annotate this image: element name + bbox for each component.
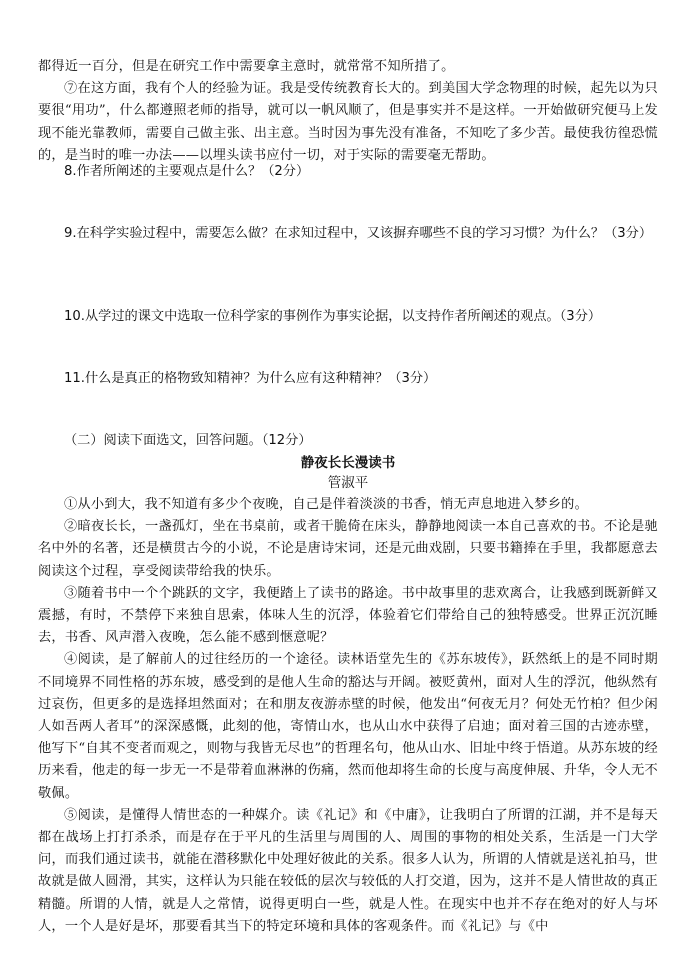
article-author: 管淑平 [327,475,369,491]
question-9 [38,223,658,245]
article-paragraph-4: ④阅读，是了解前人的过往经历的一个途径。读林语堂先生的《苏东坡传》，跃然纸上的是不同时期不同境界不同性格的苏东坡，感受到的是他人生命的豁达与开阔。被贬黄州，面对人生的浮沉，他纵然有过哀伤，但更多的是选择坦然面对；在和朋友夜游赤壁的时候，他发出“何夜无月？何处无竹柏？但少闲人如吾两人者耳”的深深感慨，此刻的他，寄情山水，也从山水中获得了启迪；面对着三国的古迹赤壁，他写下“自其不变者而观之，则物与我皆无尽也”的哲理名句，他从山水、旧址中终于悟道。从苏东坡的经历来看，他走的每一步无一不是带着血淋淋的伤痛，然而他却将生命的长度与高度伸展、升华，令人无不敬佩。 [38,652,658,801]
section-heading-text: （二）阅读下面选文，回答问题。（12分） [64,433,312,448]
article-body [38,494,658,938]
top-passage [38,56,658,167]
article-paragraph-2: ②暗夜长长，一盏孤灯，坐在书桌前，或者干脆倚在床头，静静地阅读一本自己喜欢的书。不论是驰名中外的名著，还是横贯古今的小说，不论是唐诗宋词，还是元曲戏剧，只要书籍捧在手里，我都愿意去阅读这个过程，享受阅读带给我的快乐。 [38,519,658,579]
question-10-text: 10.从学过的课文中选取一位科学家的事例作为事实论据，以支持作者所阐述的观点。（3分） [64,309,602,324]
question-10 [38,306,658,328]
article-paragraph-1: ①从小到大，我不知道有多少个夜晚，自己是伴着淡淡的书香，悄无声息地进入梦乡的。 [64,497,589,512]
question-8 [38,161,658,183]
section-heading [38,430,658,452]
question-8-text: 8.作者所阐述的主要观点是什么？（2分） [64,164,310,179]
article-paragraph-5: ⑤阅读，是懂得人情世态的一种媒介。读《礼记》和《中庸》，让我明白了所谓的江湖，并不是每天都在战场上打打杀杀，而是存在于平凡的生活里与周围的人、周围的事物的相处关系，生活是一门大学问，而我们通过读书，就能在潜移默化中处理好彼此的关系。很多人认为，所谓的人情就是送礼拍马，世故就是做人圆滑，其实，这样认为只能在较低的层次与较低的人打交道，因为，这并不是人情世故的真正精髓。所谓的人情，就是人之常情，说得更明白一些，就是人性。在现实中也并不存在绝对的好人与坏人，一个人是好是坏，那要看其当下的特定环境和具体的客观条件。而《礼记》与《中 [38,807,658,934]
question-11 [38,368,658,390]
passage-paragraph-cont: 都得近一百分，但是在研究工作中需要拿主意时，就常常不知所措了。 [38,59,455,74]
article-title: 静夜长长漫读书 [300,455,396,471]
question-11-text: 11.什么是真正的格物致知精神？为什么应有这种精神？（3分） [64,371,437,386]
question-9-text: 9.在科学实验过程中，需要怎么做？在求知过程中，又该摒弃哪些不良的学习习惯？为什么？（3分） [64,226,653,241]
passage-paragraph-7: ⑦在这方面，我有个人的经验为证。我是受传统教育长大的。到美国大学念物理的时候，起先以为只要很“用功”，什么都遵照老师的指导，就可以一帆风顺了，但是事实并不是这样。一开始做研究便马上发现不能光靠教师，需要自己做主张、出主意。当时因为事先没有准备，不知吃了多少苦。最使我彷徨恐慌的，是当时的唯一办法——以埋头读书应付一切，对于实际的需要毫无帮助。 [38,81,658,163]
article-paragraph-3: ③随着书中一个个跳跃的文字，我便踏上了读书的路途。书中故事里的悲欢离合，让我感到既新鲜又震撼，有时，不禁停下来独自思索，体味人生的沉浮，体验着它们带给自己的独特感受。世界正沉沉睡去，书香、风声潜入夜晚，怎么能不感到惬意呢？ [38,585,658,646]
